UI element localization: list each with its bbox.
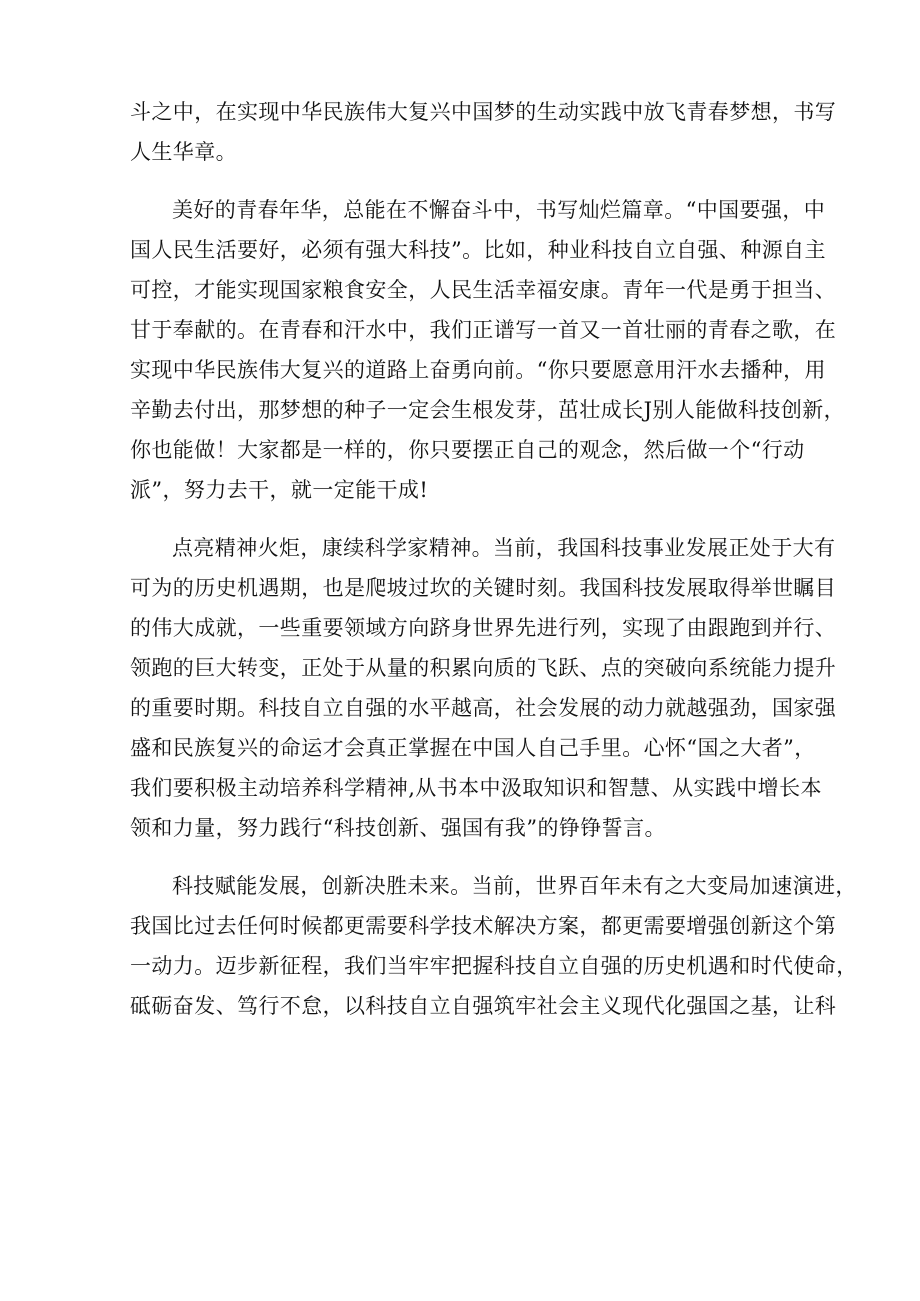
paragraph-1 — [130, 92, 837, 172]
text-line: 美好的青春年华，总能在不懈奋斗中，书写灿烂篇章。“中国要强，中 — [172, 198, 826, 222]
paragraph-4 — [130, 866, 858, 1026]
text-line: 可为的历史机遇期，也是爬坡过坎的关键时刻。我国科技发展取得举世瞩目 — [130, 576, 837, 600]
document-body — [130, 92, 858, 1044]
text-line: 辛勤去付出，那梦想的种子一定会生根发芽，茁壮成长J别人能做科技创新， — [130, 398, 846, 422]
paragraph-2 — [130, 190, 846, 510]
text-line: 人生华章。 — [130, 140, 237, 164]
text-line: 甘于奉献的。在青春和汗水中，我们正谱写一首又一首壮丽的青春之歌，在 — [130, 318, 837, 342]
paragraph-3 — [130, 528, 837, 848]
text-line: 派”，努力去干，就一定能干成! — [130, 478, 429, 502]
text-line: 斗之中，在实现中华民族伟大复兴中国梦的生动实践中放飞青春梦想，书写 — [130, 100, 837, 124]
text-line: 点亮精神火炬，康续科学家精神。当前，我国科技事业发展正处于大有 — [172, 536, 836, 560]
text-line: 砥砺奋发、笃行不怠，以科技自立自强筑牢社会主义现代化强国之基，让科 — [130, 994, 837, 1018]
text-line: 你也能做！大家都是一样的，你只要摆正自己的观念，然后做一个“行动 — [130, 438, 805, 462]
text-line: 的伟大成就，一些重要领域方向跻身世界先进行列，实现了由跟跑到并行、 — [130, 616, 837, 640]
text-line: 我国比过去任何时候都更需要科学技术解决方案，都更需要增强创新这个第 — [130, 914, 837, 938]
text-line: 我们要积极主动培养科学精神,从书本中汲取知识和智慧、从实践中增长本 — [130, 776, 822, 800]
text-line: 国人民生活要好，必须有强大科技”。比如，种业科技自立自强、种源自主 — [130, 238, 826, 262]
text-line: 科技赋能发展，创新决胜未来。当前，世界百年未有之大变局加速演进， — [172, 874, 857, 898]
text-line: 实现中华民族伟大复兴的道路上奋勇向前。“你只要愿意用汗水去播种，用 — [130, 358, 826, 382]
text-line: 的重要时期。科技自立自强的水平越高，社会发展的动力就越强劲，国家强 — [130, 696, 837, 720]
text-line: 可控，才能实现国家粮食安全，人民生活幸福安康。青年一代是勇于担当、 — [130, 278, 837, 302]
text-line: 领和力量，努力践行“科技创新、强国有我”的铮铮誓言。 — [130, 816, 666, 840]
text-line: 领跑的巨大转变，正处于从量的积累向质的飞跃、点的突破向系统能力提升 — [130, 656, 837, 680]
text-line: 盛和民族复兴的命运才会真正掌握在中国人自己手里。心怀“国之大者”， — [130, 736, 816, 760]
text-line: 一动力。迈步新征程，我们当牢牢把握科技自立自强的历史机遇和时代使命， — [130, 954, 858, 978]
